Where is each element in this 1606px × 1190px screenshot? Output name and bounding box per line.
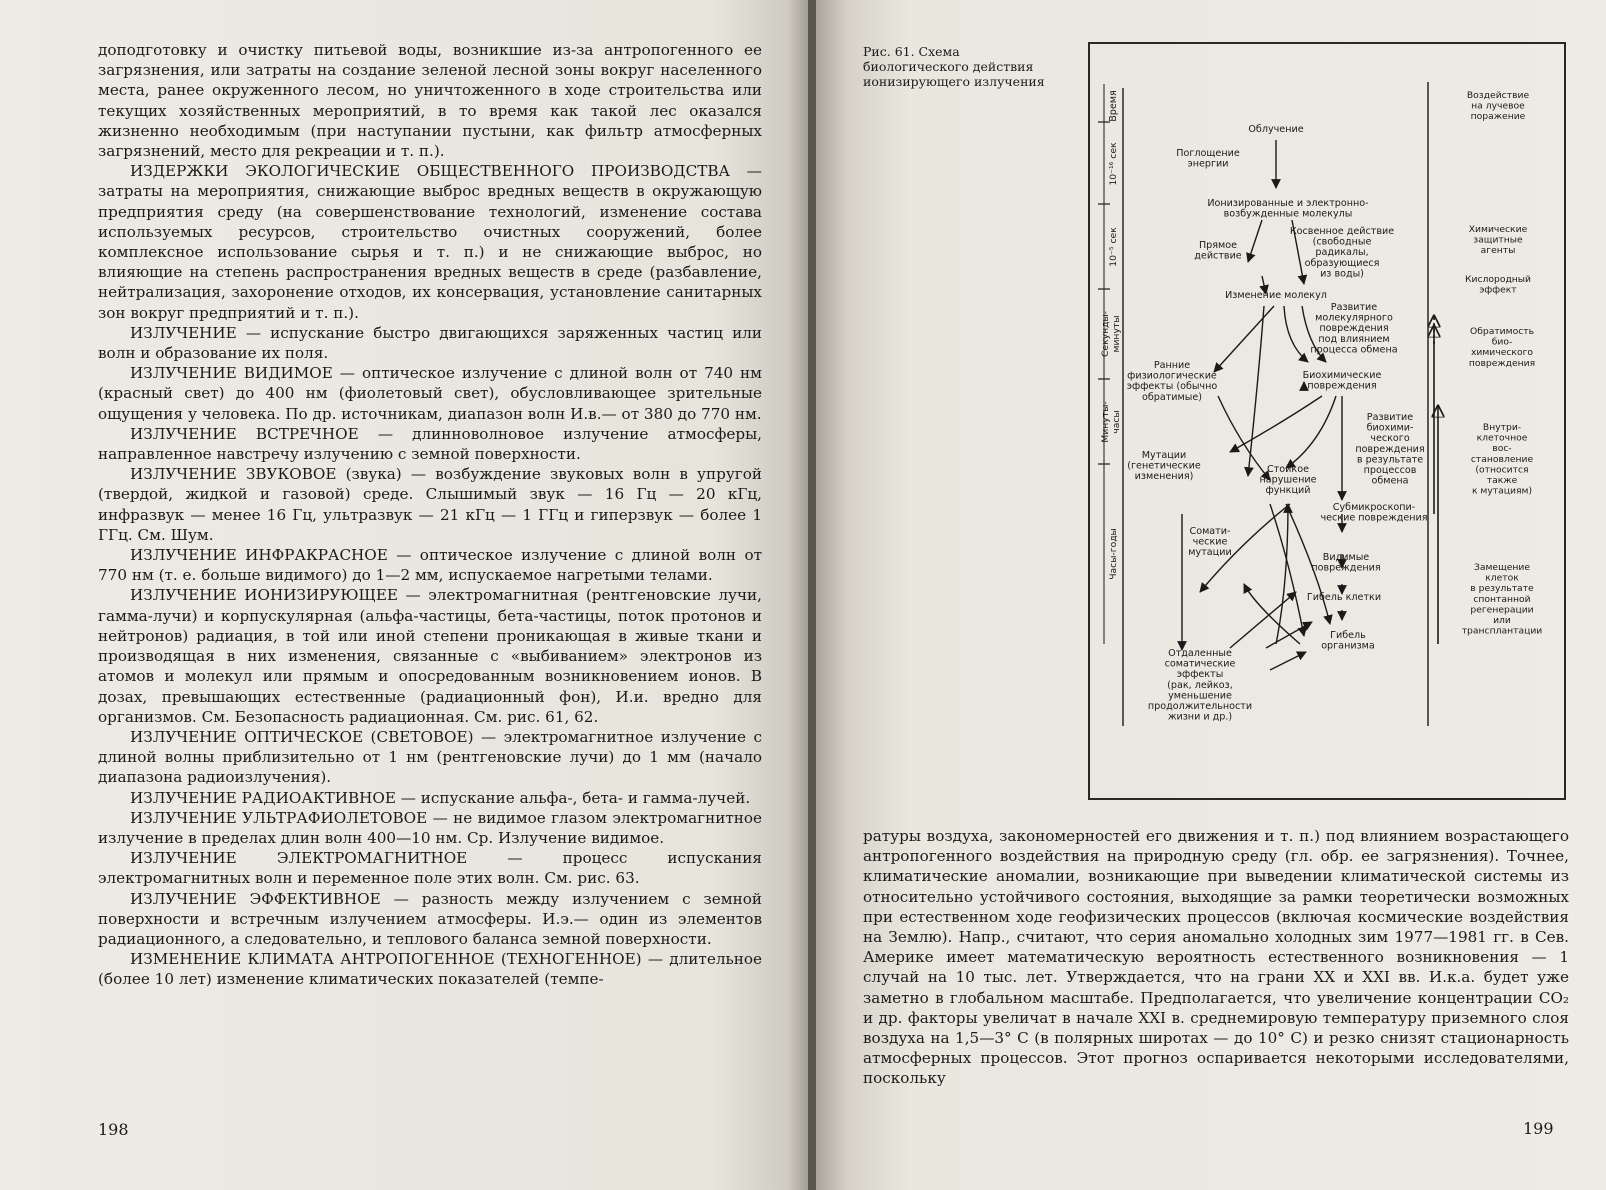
node-indirect-action: Косвенное действие (свободные радикалы, образующиеся из воды) xyxy=(1289,226,1395,280)
diagram-svg xyxy=(1090,44,1564,798)
left-page-text xyxy=(98,40,762,990)
node-somatic-mutations: Сомати-ческие мутации xyxy=(1188,526,1232,559)
effect-oxygen-effect: Кислородный эффект xyxy=(1464,274,1532,296)
diagram-arrow xyxy=(1286,396,1336,468)
diagram-arrow xyxy=(1248,220,1262,262)
effect-intracellular-recovery: Внутри-клеточное вос-становление (относится также к мутациям) xyxy=(1470,422,1534,497)
effect-chemical-protective-agents: Химические защитные агенты xyxy=(1468,224,1528,257)
page-number-left: 198 xyxy=(98,1120,129,1139)
page-number-right: 199 xyxy=(1523,1119,1554,1138)
node-biochemical-damage-development: Развитие биохими-ческого повреждения в результате процессов обмена xyxy=(1355,412,1425,487)
diagram-arrow xyxy=(1270,504,1304,636)
node-visible-damage: Видимые повреждения xyxy=(1311,552,1381,574)
diagram-arrow xyxy=(1244,584,1300,644)
diagram-arrow xyxy=(1270,652,1306,670)
left-page-paragraph: ИЗЛУЧЕНИЕ УЛЬТРАФИОЛЕТОВОЕ — не видимое глазом электромагнитное излучение в пределах длин волн 400—10 нм. Ср. Излучение видимое. xyxy=(98,808,762,847)
time-axis-segment: Секунды-минуты xyxy=(1100,311,1122,357)
left-page-paragraph: ИЗЛУЧЕНИЕ ОПТИЧЕСКОЕ (СВЕТОВОЕ) — электромагнитное излучение с длиной волны приблизительно от 1 нм (рентгеновские лучи) до 1 мм (начало диапазона радиоизлучения). xyxy=(98,727,762,787)
diagram-arrow xyxy=(1230,396,1322,452)
node-cell-death: Гибель клетки xyxy=(1306,592,1382,603)
node-irradiation: Облучение xyxy=(1248,124,1304,135)
node-molecule-change: Изменение молекул xyxy=(1225,290,1327,301)
node-early-effects: Ранние физиологические эффекты (обычно обратимые) xyxy=(1126,360,1218,403)
diagram-arrow xyxy=(1218,396,1270,480)
node-molecular-damage: Развитие молекулярного повреждения под влиянием процесса обмена xyxy=(1310,302,1398,356)
node-stable-function-disorder: Стойкое нарушение функций xyxy=(1259,464,1317,497)
effects-column-header: Воздействие на лучевое поражение xyxy=(1466,90,1530,123)
diagram-arrow xyxy=(1214,306,1274,372)
left-page-paragraph: ИЗЛУЧЕНИЕ — испускание быстро двигающихся заряженных частиц или волн и образование их поля. xyxy=(98,323,762,363)
diagram-arrow xyxy=(1266,622,1312,648)
right-page-text xyxy=(863,826,1569,1089)
left-page-paragraph: ИЗЛУЧЕНИЕ РАДИОАКТИВНОЕ — испускание альфа-, бета- и гамма-лучей. xyxy=(130,788,751,807)
node-remote-somatic-effects: Отдаленные соматические эффекты (рак, лейкоз, уменьшение продолжительности жизни и др.) xyxy=(1147,648,1253,723)
left-page-paragraph: ИЗЛУЧЕНИЕ ВСТРЕЧНОЕ — длинноволновое излучение атмосферы, направленное навстречу излучению с земной поверхности. xyxy=(98,424,762,464)
time-axis-segment: 10⁻⁵ сек xyxy=(1108,227,1119,267)
left-page-paragraph: доподготовку и очистку питьевой воды, возникшие из-за антропогенного ее загрязнения, или затраты на создание зеленой лесной зоны вокруг населенного места, ранее окруженного лесом, но уничтоженного в ходе строительства или текущих хозяйственных мероприятий, в то время как такой лес оказался жизненно необходимым (при наступании пустыни, как фильтр атмосферных загрязнений, место для рекреации и т. п.). xyxy=(98,41,762,161)
right-page-paragraph: ратуры воздуха, закономерностей его движения и т. п.) под влиянием возрастающего антропогенного воздействия на природную среду (гл. обр. ее загрязнения). Точнее, климатические аномалии, возникающие при выведении климатической системы из относительно устойчивого состояния, выходящие за рамки теоретически возможных при естественном ходе геофизических процессов (включая космические воздействия на Землю). Напр., считают, что серия аномально холодных зим 1977—1981 гг. в Сев. Америке имеет математическую вероятность естественного возникновения — 1 случай на 10 тыс. лет. Утверждается, что на грани XX и XXI вв. И.к.а. будет уже заметно в глобальном масштабе. Предполагается, что увеличение концентрации CO₂ и др. факторы увеличат в начале XXI в. среднемировую температуру приземного слоя воздуха на 1,5—3° С (в полярных широтах — до 10° С) и резко снизят стационарность атмосферных процессов. Этот прогноз оспаривается некоторыми исследователями, поскольку xyxy=(863,827,1569,1088)
left-page-paragraph: ИЗМЕНЕНИЕ КЛИМАТА АНТРОПОГЕННОЕ (ТЕХНОГЕННОЕ) — длительное (более 10 лет) изменение климатических показателей (темпе- xyxy=(98,950,762,989)
figure-61-diagram xyxy=(1088,42,1566,800)
time-axis-title: Время xyxy=(1108,90,1119,122)
node-mutations: Мутации (генетические изменения) xyxy=(1127,450,1201,483)
node-direct-action: Прямое действие xyxy=(1194,240,1242,262)
figure-caption: Рис. 61. Схема биологического действия ионизирующего излучения xyxy=(863,44,1045,89)
effect-biochemical-reversibility: Обратимость био-химического повреждения xyxy=(1468,326,1536,369)
left-page-paragraph: ИЗДЕРЖКИ ЭКОЛОГИЧЕСКИЕ ОБЩЕСТВЕННОГО ПРОИЗВОДСТВА — затраты на мероприятия, снижающие выброс вредных веществ в окружающую предприятия среду (на совершенствование технологий, изменение состава используемых ресурсов, строительство очистных сооружений, более комплексное использование сырья и т. п.) и не снижающие выброс, но влияющие на степень распространения вредных веществ в среде (разбавление, нейтрализация, захоронение отходов, их консервация, установление санитарных зон вокруг предприятий и т. п.). xyxy=(98,162,762,322)
time-axis-segment: Часы-годы xyxy=(1108,528,1119,580)
node-energy-absorption: Поглощение энергии xyxy=(1176,148,1240,170)
left-page-paragraph: ИЗЛУЧЕНИЕ ИНФРАКРАСНОЕ — оптическое излучение с длиной волн от 770 нм (т. е. больше видимого) до 1—2 мм, испускаемое нагретыми телами. xyxy=(98,546,762,585)
left-page-paragraph: ИЗЛУЧЕНИЕ ЭЛЕКТРОМАГНИТНОЕ — процесс испускания электромагнитных волн и переменное поле этих волн. См. рис. 63. xyxy=(98,849,762,888)
left-page-paragraph: ИЗЛУЧЕНИЕ ИОНИЗИРУЮЩЕЕ — электромагнитная (рентгеновские лучи, гамма-лучи) и корпускулярная (альфа-частицы, бета-частицы, поток протонов и нейтронов) радиация, в той или иной степени проникающая в живые ткани и производящая в них изменения, связанные с «выбиванием» электронов из атомов и молекул или прямым и опосредованным возникновением ионов. В дозах, превышающих естественные (радиационный фон), И.и. вредно для организмов. См. Безопасность радиационная. См. рис. 61, 62. xyxy=(98,586,762,726)
node-submicroscopic-damage: Субмикроскопи-ческие повреждения xyxy=(1320,502,1428,524)
left-page-paragraph: ИЗЛУЧЕНИЕ ВИДИМОЕ — оптическое излучение с длиной волн от 740 нм (красный свет) до 400 нм (фиолетовый свет), обусловливающее зрительные ощущения у человека. По др. источникам, диапазон волн И.в.— от 380 до 770 нм. xyxy=(98,364,762,423)
right-page xyxy=(816,0,1606,1190)
effect-cell-replacement: Замещение клеток в результате спонтанной регенерации или трансплантации xyxy=(1461,562,1543,637)
time-axis-segment: Минуты-часы xyxy=(1100,401,1122,443)
node-biochemical-damage: Биохимические повреждения xyxy=(1302,370,1382,392)
diagram-arrow xyxy=(1284,306,1308,362)
left-page-paragraph: ИЗЛУЧЕНИЕ ЭФФЕКТИВНОЕ — разность между излучением с земной поверхности и встречным излучением атмосферы. И.э.— один из элементов радиационного, а следовательно, и теплового баланса земной поверхности. xyxy=(98,889,762,948)
time-axis-segment: 10⁻¹⁶ сек xyxy=(1108,142,1119,186)
node-ionized-molecules: Ионизированные и электронно-возбужденные молекулы xyxy=(1207,198,1369,220)
diagram-arrow xyxy=(1230,592,1296,648)
left-page-paragraph: ИЗЛУЧЕНИЕ ЗВУКОВОЕ (звука) — возбуждение звуковых волн в упругой (твердой, жидкой и газовой) среде. Слышимый звук — 16 Гц — 20 кГц, инфразвук — менее 16 Гц, ультразвук — 21 кГц — 1 ГГц и гиперзвук — более 1 ГГц. См. Шум. xyxy=(98,465,762,544)
node-organism-death: Гибель организма xyxy=(1321,630,1375,652)
